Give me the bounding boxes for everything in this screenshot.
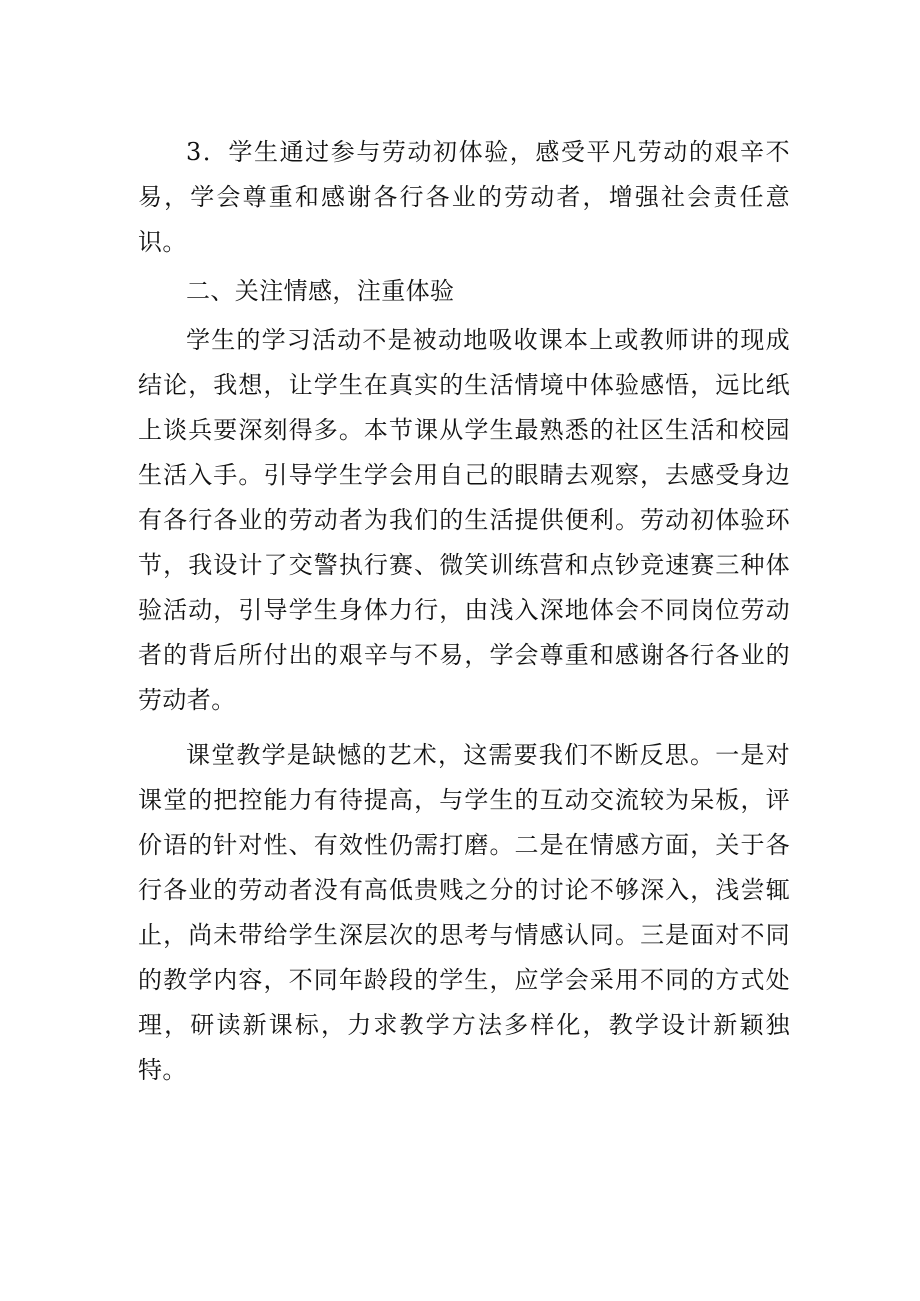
paragraph-experience: 学生的学习活动不是被动地吸收课本上或教师讲的现成结论，我想，让学生在真实的生活情境中体验感悟，远比纸上谈兵要深刻得多。本节课从学生最熟悉的社区生活和校园生活入手。引导学生学会用自己的眼睛去观察，去感受身边有各行各业的劳动者为我们的生活提供便利。劳动初体验环节，我设计了交警执行赛、微笑训练营和点钞竞速赛三种体验活动，引导学生身体力行，由浅入深地体会不同岗位劳动者的背后所付出的艰辛与不易，学会尊重和感谢各行各业的劳动者。	[138, 326, 790, 714]
section-heading: 二、关注情感，注重体验	[186, 277, 455, 305]
paragraph-reflection: 课堂教学是缺憾的艺术，这需要我们不断反思。一是对课堂的把控能力有待提高，与学生的互动交流较为呆板，评价语的针对性、有效性仍需打磨。二是在情感方面，关于各行各业的劳动者没有高低贵贱之分的讨论不够深入，浅尝辄止，尚未带给学生深层次的思考与情感认同。三是面对不同的教学内容，不同年龄段的学生，应学会采用不同的方式处理，研读新课标，力求教学方法多样化，教学设计新颖独特。	[138, 741, 790, 1084]
paragraph-objective-3: 3．学生通过参与劳动初体验，感受平凡劳动的艰辛不易，学会尊重和感谢各行各业的劳动者，增强社会责任意识。	[138, 138, 790, 256]
document-body	[138, 130, 790, 1093]
